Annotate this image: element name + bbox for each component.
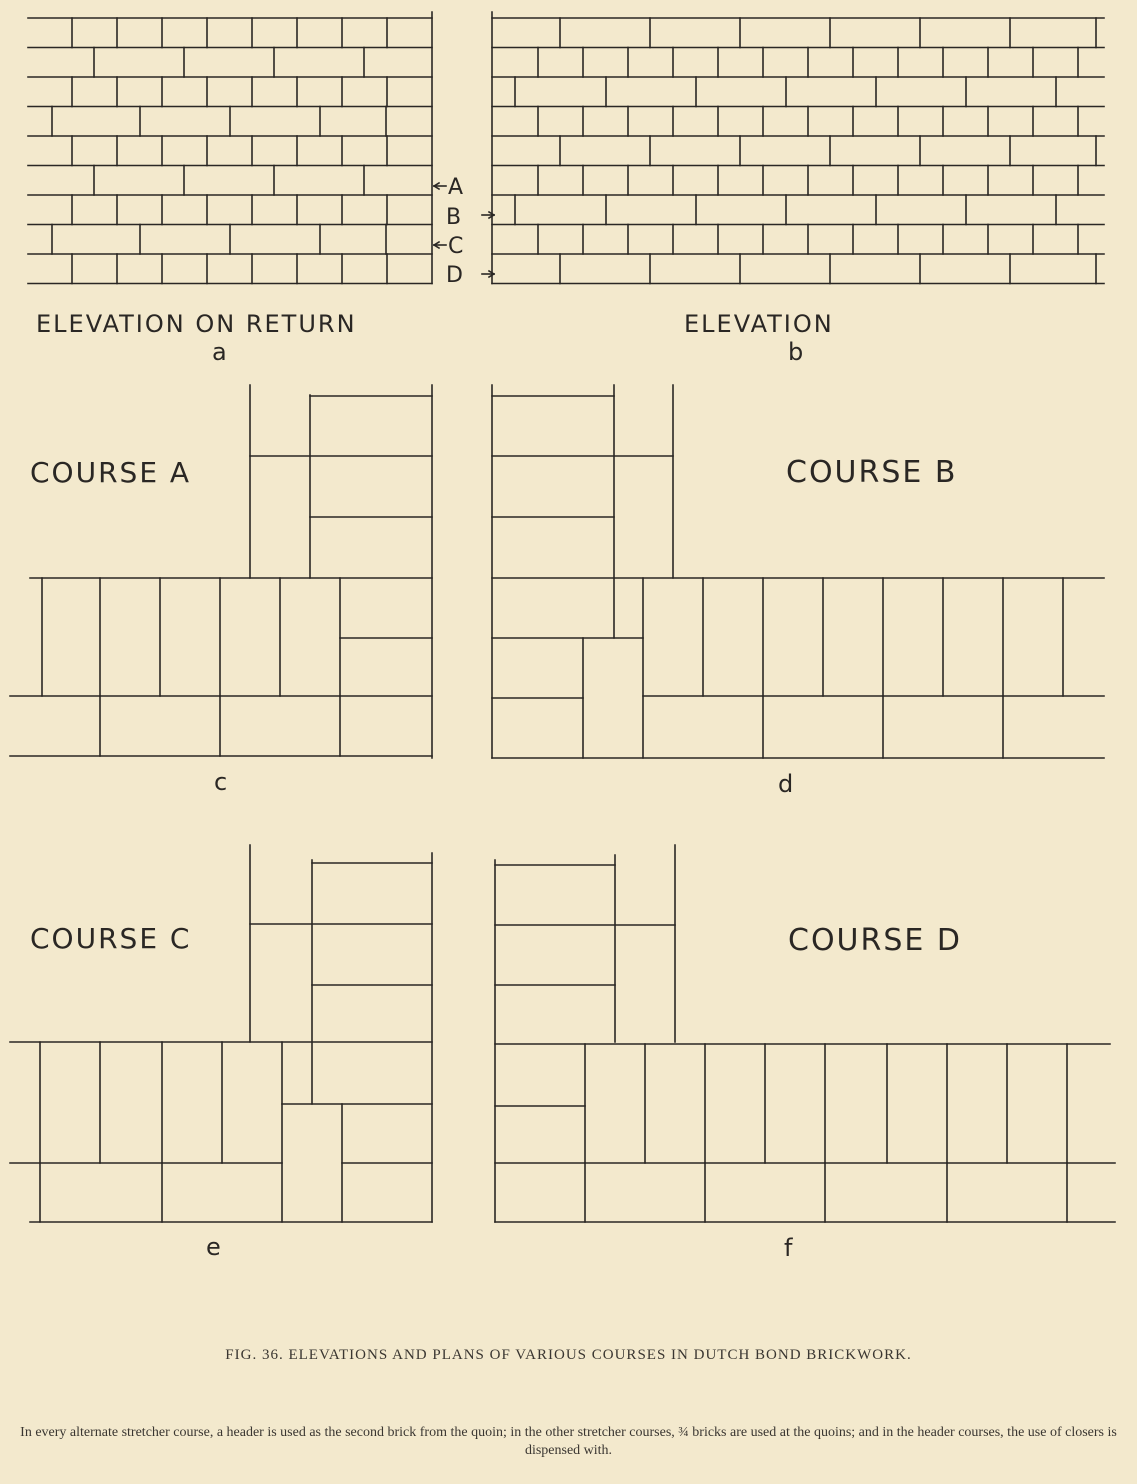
panel-f-title: COURSE D (788, 923, 962, 958)
panel-a-title: ELEVATION ON RETURN (36, 310, 357, 338)
panel-e-title: COURSE C (30, 922, 192, 955)
course-marker-c: C (448, 234, 466, 259)
panel-c-letter: c (214, 768, 228, 796)
panel-d-letter: d (778, 770, 794, 798)
course-marker-a: A (448, 175, 466, 200)
figure-caption: FIG. 36. ELEVATIONS AND PLANS OF VARIOUS COURSES IN DUTCH BOND BRICKWORK. (225, 1347, 912, 1363)
figure-note: In every alternate stretcher course, a header is used as the second brick from the quoin; in the other stretcher courses, ¾ bricks are used at the quoins; and in the header courses, the use of closers is dispensed with. (20, 1425, 1117, 1458)
course-marker-b: B (446, 205, 464, 230)
panel-e-letter: e (206, 1233, 221, 1261)
panel-d-title: COURSE B (786, 455, 958, 490)
panel-b-title: ELEVATION (684, 310, 834, 338)
course-marker-d: D (446, 263, 465, 288)
panel-b-letter: b (788, 338, 804, 366)
panel-f-letter: f (784, 1234, 793, 1262)
panel-a-letter: a (212, 338, 227, 366)
panel-c-title: COURSE A (30, 456, 192, 489)
